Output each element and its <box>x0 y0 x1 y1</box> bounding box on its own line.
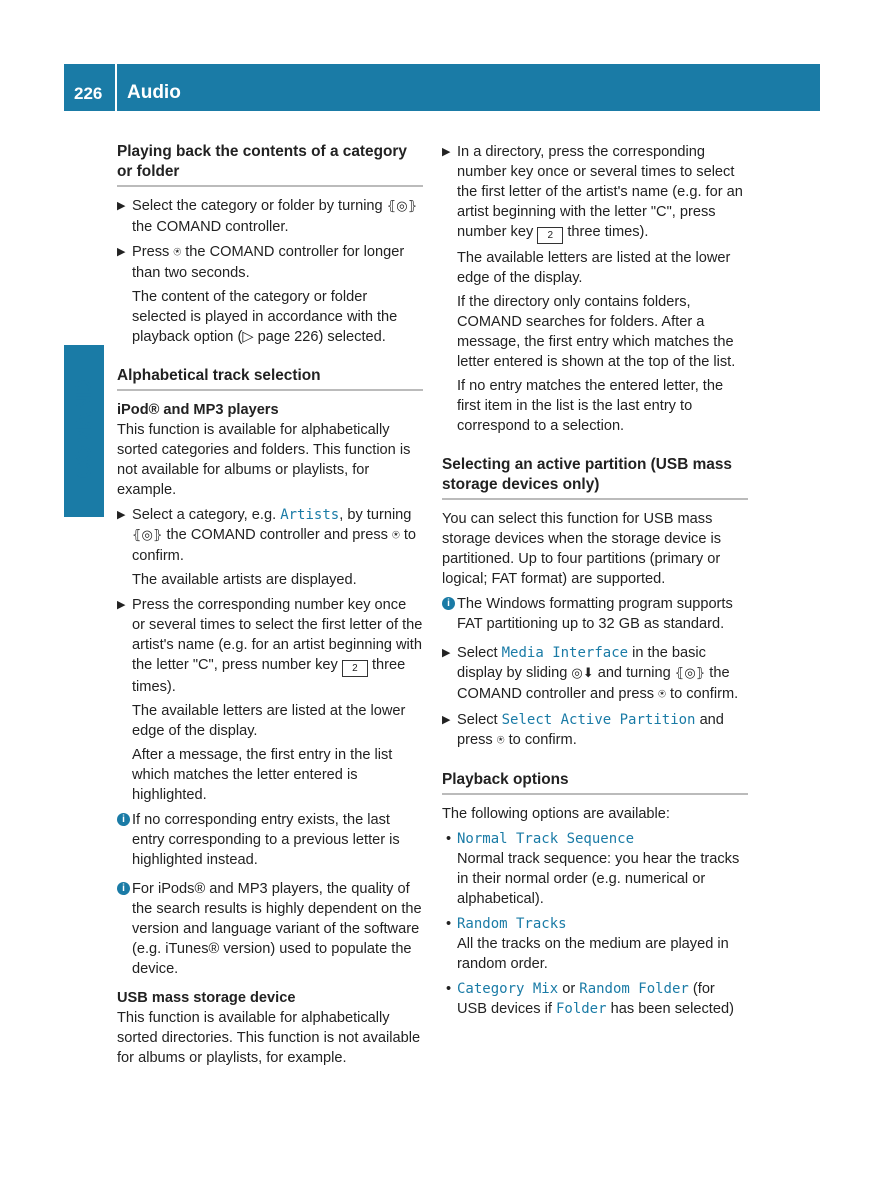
info-note <box>442 594 748 634</box>
heading-playback-options: Playback options <box>442 770 748 795</box>
option-text: has been selected) <box>610 1001 734 1017</box>
usb-paragraph: This function is available for alphabetically sorted directories. This function is not available for albums or playlists, for example. <box>117 1010 421 1066</box>
arrow-icon: ▶ <box>442 647 451 659</box>
step-item <box>442 643 748 705</box>
step-result: After a message, the first entry in the list which matches the letter entered is highlighted. <box>132 747 393 803</box>
step-text: to confirm. <box>508 732 577 748</box>
controller-press-icon: ⍟ <box>173 245 182 260</box>
display-item-artists: Artists <box>280 507 340 523</box>
step-result: The content of the category or folder selected is played in accordance with the playback option (▷ page 226) selected. <box>132 289 398 345</box>
arrow-icon: ▶ <box>442 146 451 158</box>
ipod-paragraph: This function is available for alphabetically sorted categories and folders. This function is not available for albums or playlists, for example. <box>117 422 411 498</box>
step-result: The available letters are listed at the lower edge of the display. <box>457 250 731 286</box>
option-category-mix: Category Mix <box>457 981 559 997</box>
arrow-icon: ▶ <box>117 246 126 258</box>
step-text: the COMAND controller and press <box>166 527 388 543</box>
header-divider <box>115 64 117 111</box>
partition-paragraph: You can select this function for USB mass storage devices when the storage device is partitioned. Up to four partitions (primary or logical; FAT format) are supported. <box>442 511 722 587</box>
page-header <box>64 64 820 111</box>
controller-slide-icon: ◎⬇ <box>571 666 594 681</box>
note-text: If no corresponding entry exists, the last entry corresponding to a previous letter is highlighted instead. <box>132 812 400 868</box>
number-key-2-icon: 2 <box>537 227 563 244</box>
bullet-icon: • <box>446 916 452 932</box>
info-icon: i <box>117 882 130 895</box>
display-item-select-active-partition: Select Active Partition <box>501 712 696 728</box>
section-title: Audio <box>127 82 181 103</box>
step-text: the COMAND controller for longer than two seconds. <box>132 244 405 281</box>
page-number: 226 <box>74 84 103 103</box>
note-text: The Windows formatting program supports FAT partitioning up to 32 GB as standard. <box>457 596 733 632</box>
bullet-icon: • <box>446 831 452 847</box>
step-result: If no entry matches the entered letter, the first item in the list is the last entry to correspond to a selection. <box>457 378 724 434</box>
arrow-icon: ▶ <box>117 200 126 212</box>
options-intro: The following options are available: <box>442 806 670 822</box>
step-text: and press <box>457 712 724 748</box>
step-text: Press the corresponding number key once or several times to select the first letter of the artist's name (e.g. for an artist beginning with the letter "C", press number key <box>132 597 423 673</box>
subheading-usb: USB mass storage device <box>117 990 296 1006</box>
controller-press-icon: ⍟ <box>391 528 400 543</box>
option-item <box>442 914 748 974</box>
info-note <box>117 810 423 870</box>
heading-active-partition: Selecting an active partition (USB mass storage devices only) <box>442 455 748 500</box>
heading-alphabetical: Alphabetical track selection <box>117 366 423 391</box>
right-column <box>442 142 748 1024</box>
step-text: in the basic display by sliding <box>457 645 706 681</box>
step-item <box>117 242 423 347</box>
step-text: to confirm. <box>132 527 417 564</box>
step-text: Press <box>132 244 170 260</box>
left-column <box>117 142 423 1073</box>
info-note <box>117 879 423 979</box>
option-random-folder: Random Folder <box>579 981 689 997</box>
option-text: (for USB devices if <box>457 981 715 1017</box>
step-item <box>442 142 748 436</box>
option-text: or <box>562 981 576 997</box>
option-description: Normal track sequence: you hear the tracks in their normal order (e.g. numerical or alphabetical). <box>457 851 740 907</box>
info-icon: i <box>117 813 130 826</box>
option-random-tracks: Random Tracks <box>457 916 567 932</box>
step-result: The available artists are displayed. <box>132 572 357 588</box>
info-icon: i <box>442 597 455 610</box>
step-text: Select the category or folder by turning <box>132 198 383 214</box>
step-text: Select a category, e.g. <box>132 507 277 523</box>
step-result: The available letters are listed at the lower edge of the display. <box>132 703 406 739</box>
step-text: to confirm. <box>670 686 739 702</box>
controller-press-icon: ⍟ <box>658 687 666 702</box>
step-text: the COMAND controller. <box>132 219 289 235</box>
controller-turn-icon: ⦃◎⦄ <box>386 199 418 214</box>
step-text: three times). <box>567 224 649 240</box>
note-text: For iPods® and MP3 players, the quality of the search results is highly dependent on the version and language variant of the software (e.g. iTunes® version) used to populate the device. <box>132 881 422 977</box>
step-item <box>117 595 423 805</box>
arrow-icon: ▶ <box>117 599 126 611</box>
step-text: the COMAND controller and press <box>457 665 730 702</box>
bullet-icon: • <box>446 981 452 997</box>
heading-playing-back: Playing back the contents of a category or folder <box>117 142 423 187</box>
option-description: All the tracks on the medium are played in random order. <box>457 936 729 972</box>
step-text: Select <box>457 712 498 728</box>
step-item <box>442 710 748 751</box>
step-text: and turning <box>597 665 671 681</box>
step-item <box>117 196 423 237</box>
number-key-2-icon: 2 <box>342 660 368 677</box>
side-tab <box>64 345 104 517</box>
controller-turn-icon: ⦃◎⦄ <box>132 528 163 543</box>
display-item-media-interface: Media Interface <box>501 645 629 661</box>
side-tab-label: COMAND <box>71 379 96 479</box>
subheading-ipod: iPod® and MP3 players <box>117 402 279 418</box>
option-item <box>442 829 748 909</box>
arrow-icon: ▶ <box>117 509 126 521</box>
step-text: In a directory, press the corresponding number key once or several times to select the first letter of the artist's name (e.g. for an artist beginning with the letter "C", press number key <box>457 144 743 240</box>
step-result: If the directory only contains folders, COMAND searches for folders. After a message, the first entry which matches the letter entered is shown at the top of the list. <box>457 294 736 370</box>
option-item <box>442 979 748 1019</box>
step-text: three times). <box>132 657 406 695</box>
controller-turn-icon: ⦃◎⦄ <box>674 666 706 681</box>
controller-press-icon: ⍟ <box>496 733 505 748</box>
step-text: , by turning <box>339 507 412 523</box>
arrow-icon: ▶ <box>442 714 451 726</box>
step-item <box>117 505 423 590</box>
option-normal-track-sequence: Normal Track Sequence <box>457 831 635 847</box>
display-item-folder: Folder <box>555 1001 607 1017</box>
step-text: Select <box>457 645 498 661</box>
